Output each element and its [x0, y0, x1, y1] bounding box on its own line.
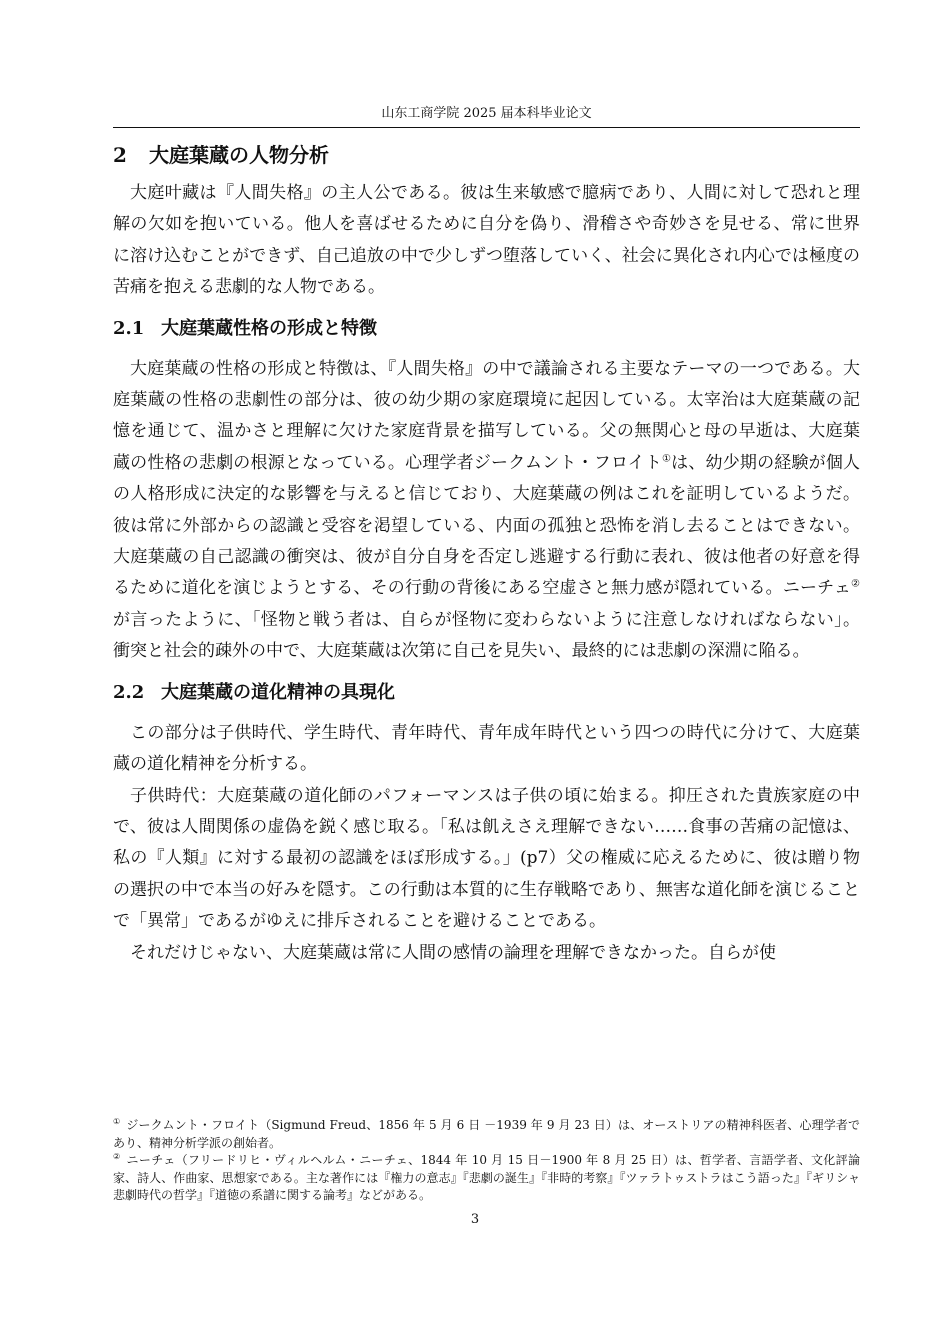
- paragraph-text: 大庭葉蔵の性格の形成と特徴は、『人間失格』の中で議論される主要なテーマの一つである。大庭葉蔵の性格の悲劇性の部分は、彼の幼少期の家庭環境に起因している。太宰治は大庭葉蔵の記憶を通じて、温かさと理解に欠けた家庭背景を描写している。父の無関心と母の早逝は、大庭葉蔵の性格の悲劇の根源となっている。心理学者ジークムント・フロイト: [113, 358, 860, 473]
- section-number: 2: [113, 143, 127, 167]
- footnote-text: ジークムント・フロイト（Sigmund Freud、1856 年 5 月 6 日 －1939 年 9 月 23 日）は、オーストリアの精神科医者、心理学者であり、精神分析学派の創始者。: [113, 1118, 860, 1150]
- footnote-marker: ①: [113, 1117, 121, 1126]
- paragraph-text: は、幼少期の経験が個人の人格形成に決定的な影響を与えると信じており、大庭葉蔵の例はこれを証明しているようだ。彼は常に外部からの認識と受容を渇望している、内面の孤独と恐怖を消し去ることはできない。大庭葉蔵の自己認識の衝突は、彼が自分自身を否定し逃避する行動に表れ、彼は他者の好意を得るために道化を演じようとする、その行動の背後にある空虚さと無力感が隠れている。ニーチェ: [113, 452, 861, 599]
- footnotes: [113, 1117, 860, 1205]
- subsection-2-2-paragraph-3: それだけじゃない、大庭葉蔵は常に人間の感情の論理を理解できなかった。自らが使: [130, 942, 776, 963]
- section-heading: [113, 138, 860, 172]
- subsection-number: 2.1: [113, 317, 145, 339]
- main-content: [113, 138, 860, 969]
- subsection-title: 大庭葉蔵性格の形成と特徴: [161, 317, 377, 339]
- subsection-number: 2.2: [113, 681, 145, 703]
- subsection-heading-2-1: [113, 314, 860, 344]
- running-header: [113, 104, 860, 128]
- footnote-ref-2[interactable]: ②: [851, 578, 860, 590]
- paragraph-text: が言ったように、「怪物と戦う者は、自らが怪物に変わらないように注意しなければならない」。衝突と社会的疎外の中で、大庭葉蔵は次第に自己を見失い、最終的には悲劇の深淵に陥る。: [113, 609, 860, 662]
- footnote-1: [113, 1117, 860, 1152]
- subsection-2-2-paragraph-1: この部分は子供時代、学生時代、青年時代、青年成年時代という四つの時代に分けて、大庭葉蔵の道化精神を分析する。: [113, 722, 860, 775]
- section-title: 大庭葉蔵の人物分析: [149, 143, 329, 167]
- subsection-2-1-paragraph: [113, 354, 860, 668]
- subsection-title: 大庭葉蔵の道化精神の具現化: [161, 681, 395, 703]
- footnote-text: ニーチェ（フリードリヒ・ヴィルヘルム・ニーチェ、1844 年 10 月 15 日－1900 年 8 月 25 日）は、哲学者、言語学者、文化評論家、詩人、作曲家、思想家である。主な著作には『権力の意志』『悲劇の誕生』『非時的考察』『ツァラトゥストラはこう語った』『ギリシャ悲劇時代の哲学』『道徳の系譜に関する論考』などがある。: [113, 1153, 860, 1202]
- footnote-ref-1[interactable]: ①: [662, 453, 672, 465]
- footnote-2: [113, 1152, 860, 1205]
- footnote-marker: ②: [113, 1152, 121, 1161]
- subsection-2-2-paragraph-2: 子供時代：大庭葉蔵の道化師のパフォーマンスは子供の頃に始まる。抑圧された貴族家庭の中で、彼は人間関係の虚偽を鋭く感じ取る。「私は飢えさえ理解できない……食事の苦痛の記憶は、私の『人類』に対する最初の認識をほぼ形成する。」(p7）父の権威に応えるために、彼は贈り物の選択の中で本当の好みを隠す。この行動は本質的に生存戦略であり、無害な道化師を演じることで「異常」であるがゆえに排斥されることを避けることである。: [113, 785, 860, 932]
- subsection-heading-2-2: [113, 678, 860, 708]
- page-number: 3: [470, 1212, 480, 1227]
- running-header-title: 山东工商学院 2025 届本科毕业论文: [381, 106, 592, 121]
- intro-paragraph: 大庭叶藏は『人間失格』の主人公である。彼は生来敏感で臆病であり、人間に対して恐れと理解の欠如を抱いている。他人を喜ばせるために自分を偽り、滑稽さや奇妙さを見せる、常に世界に溶け込むことができず、自己追放の中で少しずつ堕落していく、社会に異化され内心では極度の苦痛を抱える悲劇的な人物である。: [113, 183, 860, 298]
